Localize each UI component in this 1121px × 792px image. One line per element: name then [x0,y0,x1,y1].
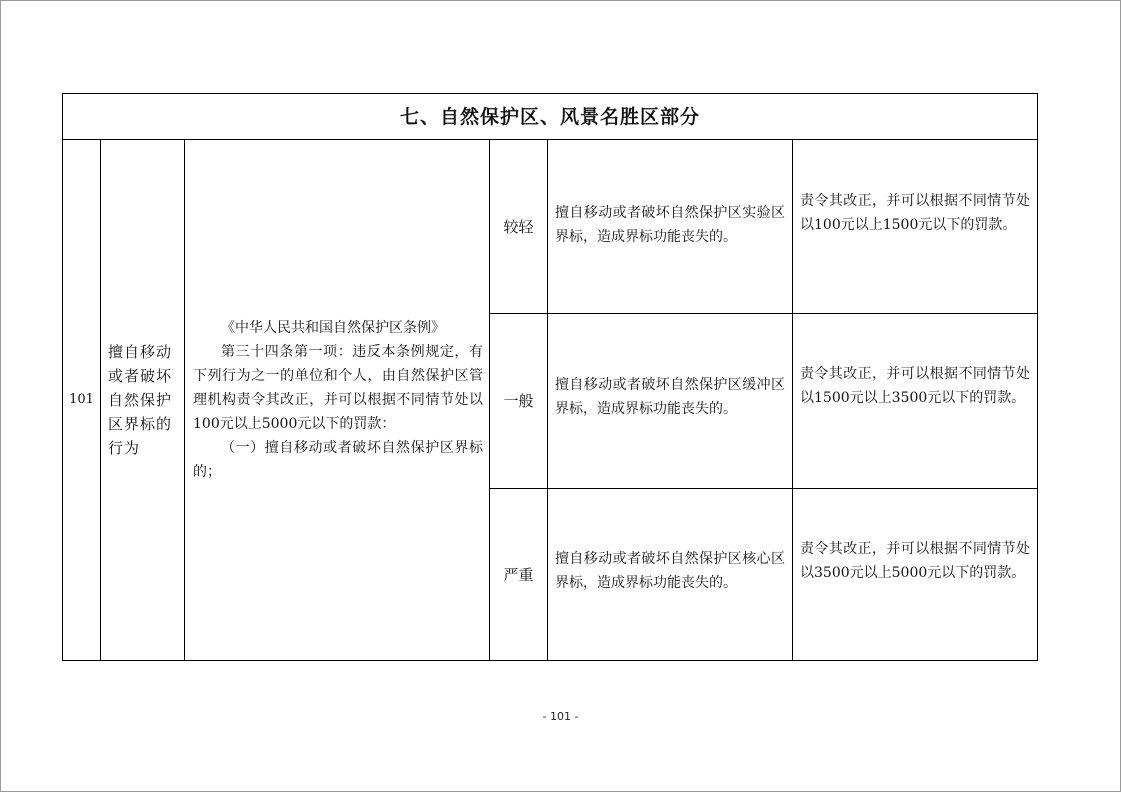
page-number: - 101 - [542,710,579,723]
level-general: 一般 [490,314,548,489]
level-light: 较轻 [490,140,548,314]
circumstance-serious: 擅自移动或者破坏自然保护区核心区界标，造成界标功能丧失的。 [548,489,793,661]
violation-behavior: 擅自移动或者破坏自然保护区界标的行为 [101,140,185,661]
circumstance-light: 擅自移动或者破坏自然保护区实验区界标，造成界标功能丧失的。 [548,140,793,314]
standard-light: 责令其改正，并可以根据不同情节处以100元以上1500元以下的罚款。 [793,140,1038,314]
entry-number: 101 [63,140,101,661]
item-text: （一）擅自移动或者破坏自然保护区界标的； [193,440,483,480]
table-row [63,140,1038,314]
section-title-row [63,94,1038,140]
section-title: 七、自然保护区、风景名胜区部分 [63,94,1038,140]
circumstance-general: 擅自移动或者破坏自然保护区缓冲区界标，造成界标功能丧失的。 [548,314,793,489]
article-text: 第三十四条第一项：违反本条例规定，有下列行为之一的单位和个人，由自然保护区管理机构责令其改正，并可以根据不同情节处以100元以上5000元以下的罚款： [193,344,483,432]
regulation-name: 《中华人民共和国自然保护区条例》 [221,320,445,336]
legal-basis [185,140,490,661]
level-serious: 严重 [490,489,548,661]
penalty-table [62,93,1038,661]
standard-general: 责令其改正，并可以根据不同情节处以1500元以上3500元以下的罚款。 [793,314,1038,489]
standard-serious: 责令其改正，并可以根据不同情节处以3500元以上5000元以下的罚款。 [793,489,1038,661]
